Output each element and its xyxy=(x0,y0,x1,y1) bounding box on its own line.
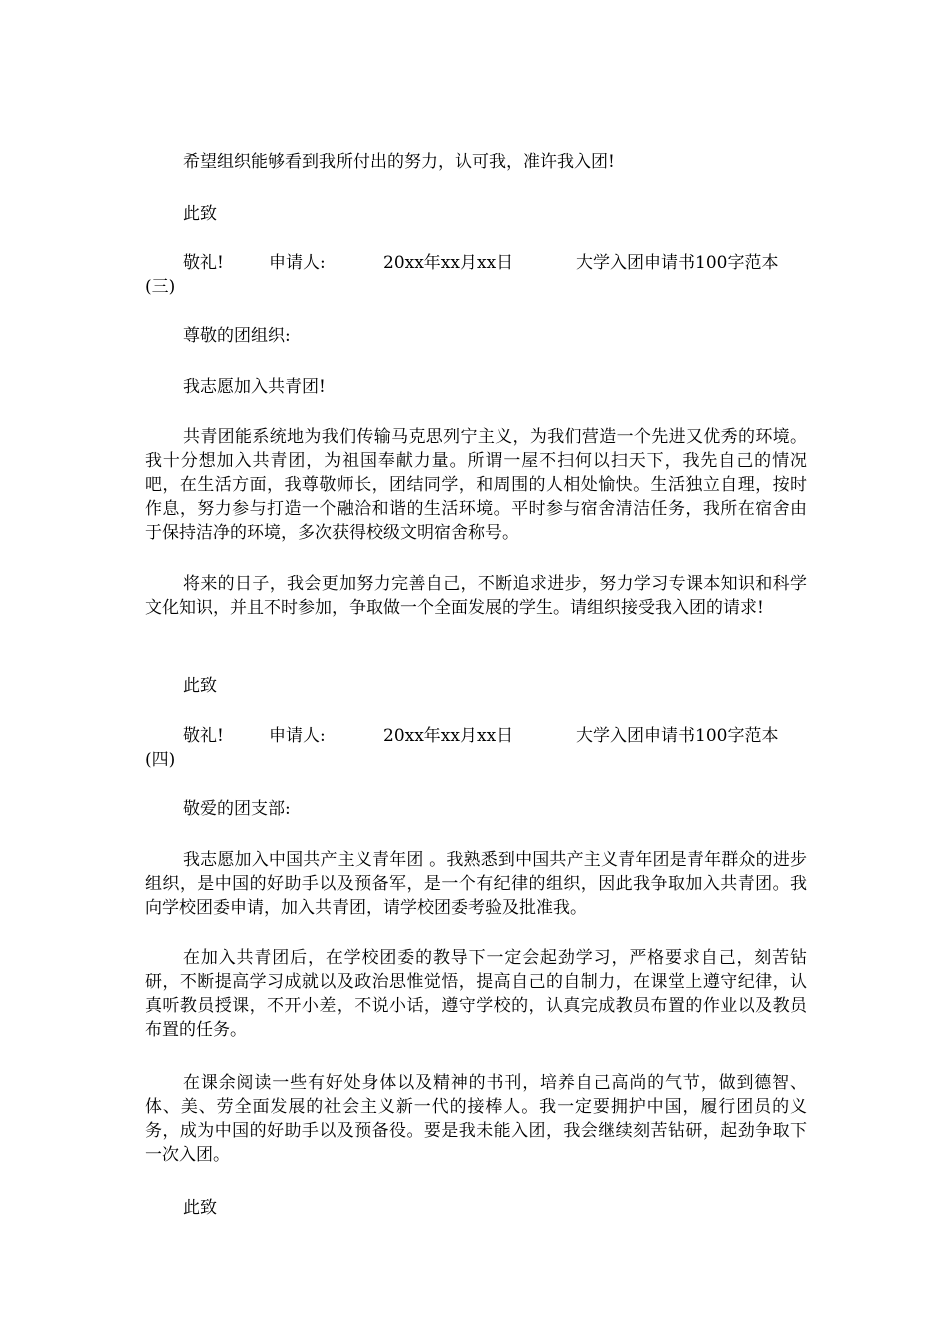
paragraph-body-3b: 将来的日子，我会更加努力完善自己，不断追求进步，努力学习专课本知识和科学文化知识，并且不时参加，争取做一个全面发展的学生。请组织接受我入团的请求! xyxy=(145,574,807,618)
paragraph-body-3a: 共青团能系统地为我们传输马克思列宁主义，为我们营造一个先进又优秀的环境。我十分想加入共青团，为祖国奉献力量。所谓一屋不扫何以扫天下，我先自己的情况吧，在生活方面，我尊敬师长，团结同学，和周围的人相处愉快。生活独立自理，按时作息，努力参与打造一个融洽和谐的生活环境。平时参与宿舍清洁任务，我所在宿舍由于保持洁净的环境，多次获得校级文明宿舍称号。 xyxy=(145,427,807,543)
sample-number: (三) xyxy=(145,277,176,297)
date-text: 20xx年xx月xx日 xyxy=(383,726,514,746)
paragraph-volunteer: 我志愿加入共青团! xyxy=(183,377,326,397)
greeting-3: 尊敬的团组织: xyxy=(183,326,291,346)
paragraph-hope: 希望组织能够看到我所付出的努力，认可我，准许我入团! xyxy=(183,152,615,172)
paragraph-closing-1: 此致 xyxy=(183,204,217,224)
sample-title: 大学入团申请书100字范本 xyxy=(576,726,779,746)
paragraph-body-4c: 在课余阅读一些有好处身体以及精神的书刊，培养自己高尚的气节，做到德智、体、美、劳全面发展的社会主义新一代的接棒人。我一定要拥护中国，履行团员的义务，成为中国的好助手以及预备役。要是我未能入团，我会继续刻苦钻研，起劲争取下一次入团。 xyxy=(145,1073,807,1165)
salute-text: 敬礼! xyxy=(183,726,224,746)
applicant-label: 申请人: xyxy=(269,726,326,746)
paragraph-body-4a: 我志愿加入中国共产主义青年团 。我熟悉到中国共产主义青年团是青年群众的进步组织，是中国的好助手以及预备军，是一个有纪律的组织，因此我争取加入共青团。我向学校团委申请，加入共青团，请学校团委考验及批准我。 xyxy=(145,850,807,918)
paragraph-closing-2: 此致 xyxy=(183,676,217,696)
paragraph-closing-3: 此致 xyxy=(183,1198,217,1218)
salute-text: 敬礼! xyxy=(183,253,224,273)
paragraph-body-4b: 在加入共青团后，在学校团委的教导下一定会起劲学习，严格要求自己，刻苦钻研，不断提高学习成就以及政治思惟觉悟，提高自己的自制力，在课堂上遵守纪律，认真听教员授课，不开小差，不说小话，遵守学校的，认真完成教员布置的作业以及教员布置的任务。 xyxy=(145,948,807,1040)
applicant-label: 申请人: xyxy=(269,253,326,273)
date-text: 20xx年xx月xx日 xyxy=(383,253,514,273)
sample-title: 大学入团申请书100字范本 xyxy=(576,253,779,273)
greeting-4: 敬爱的团支部: xyxy=(183,799,291,819)
sample-number: (四) xyxy=(145,750,176,770)
